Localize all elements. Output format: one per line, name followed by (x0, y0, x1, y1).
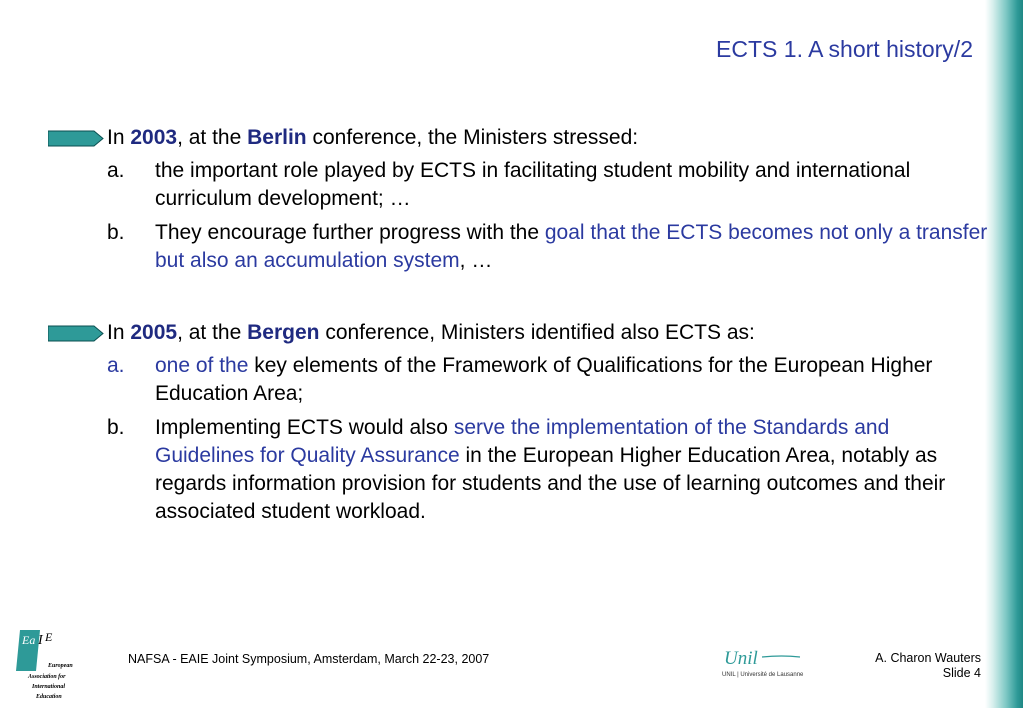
slide-title: ECTS 1. A short history/2 (716, 36, 973, 62)
arrow-bullet-icon (48, 130, 104, 147)
list-item: b. They encourage further progress with the goal that the ECTS becomes not only a transfer but also an accumulation system, … (107, 221, 988, 272)
svg-text:I: I (38, 633, 43, 648)
svg-text:Education: Education (36, 694, 62, 700)
list-item: a. the important role played by ECTS in facilitating student mobility and international curriculum development; … (107, 159, 911, 210)
unil-logo (722, 645, 822, 680)
svg-text:Association for: Association for (28, 674, 66, 680)
svg-text:E: E (45, 630, 53, 644)
svg-text:European: European (48, 663, 73, 669)
arrow-bullet-icon (48, 325, 104, 342)
list-item: a. one of the key elements of the Framework of Qualifications for the European Higher Education Area; (107, 354, 933, 405)
bullet-intro-2003 (48, 123, 993, 153)
city: Berlin (247, 126, 307, 149)
footer-author-slide (875, 651, 981, 681)
section-2005 (48, 318, 993, 526)
year: 2003 (130, 126, 178, 149)
svg-text:UNIL | Université de Lausanne: UNIL | Université de Lausanne (722, 672, 804, 678)
svg-text:Unil: Unil (724, 648, 758, 669)
footer-event: NAFSA - EAIE Joint Symposium, Amsterdam, March 22-23, 2007 (128, 652, 490, 666)
bullet-intro-2005 (48, 318, 993, 348)
highlight-text: one of the (155, 354, 249, 377)
svg-text:International: International (32, 684, 66, 690)
city: Bergen (247, 321, 320, 344)
section-2003 (48, 123, 993, 275)
author: A. Charon Wauters (875, 651, 981, 665)
slide-number: Slide 4 (942, 666, 981, 680)
list-item: b. Implementing ECTS would also serve the implementation of the Standards and Guidelines for Quality Assurance in the European Higher Education Area, notably as regards information provision for students and the use of learning outcomes and their associated student workload. (107, 416, 946, 523)
intro-text: In 2005, at the Bergen conference, Ministers identified also ECTS as: (107, 321, 755, 344)
eaie-logo (14, 627, 78, 705)
svg-text:Ea: Ea (22, 633, 36, 647)
intro-text: In 2003, at the Berlin conference, the Ministers stressed: (107, 126, 639, 149)
highlight-text: serve the implementation of the Standards and Guidelines for Quality Assurance (155, 416, 890, 467)
year: 2005 (130, 321, 178, 344)
highlight-text: goal that the ECTS becomes not only a transfer but also an accumulation system (155, 221, 988, 272)
